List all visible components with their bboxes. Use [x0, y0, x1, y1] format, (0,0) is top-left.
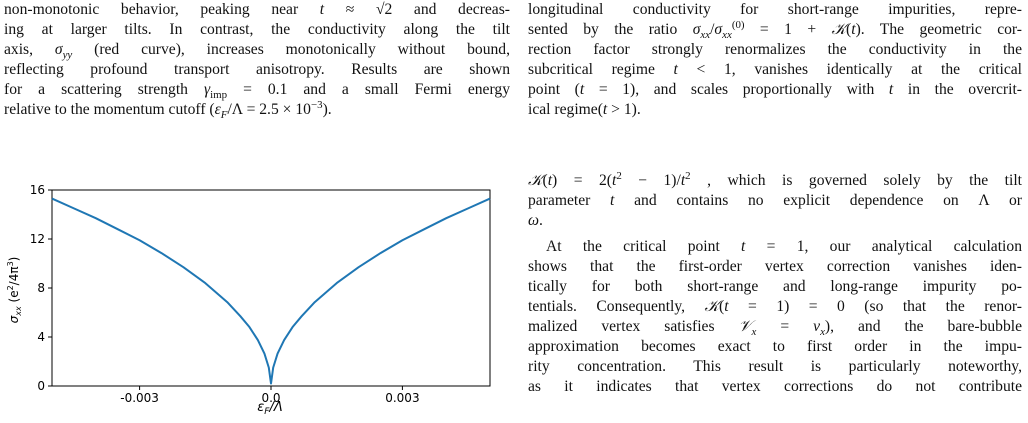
right-paragraph-top	[528, 0, 1022, 120]
y-tick-label: 12	[29, 232, 45, 246]
axes-frame	[52, 190, 490, 386]
text-line: ical regime(t > 1).	[528, 101, 641, 118]
right-column	[528, 0, 1022, 397]
text-line: parameter t and contains no explicit dependence on Λ or	[528, 192, 1022, 209]
text-line: shows that the first-order vertex correction vanishes iden-	[528, 258, 1022, 275]
right-paragraph-bottom	[528, 237, 1022, 397]
text-line: rection factor strongly renormalizes the conductivity in the	[528, 41, 1022, 58]
text-line: rity concentration. This result is particularly noteworthy,	[528, 358, 1022, 375]
left-column	[4, 0, 510, 120]
y-tick-label: 4	[37, 330, 45, 344]
text-line: 𝒦(t) = $2(t^2 - 1)/t^2$ , which is governed solely by the tilt	[528, 169, 1023, 189]
figure	[0, 174, 510, 418]
x-tick-label: 0.0	[261, 391, 281, 405]
series-layer	[52, 199, 490, 384]
text-line: relative to the momentum cutoff $(\varepsilon_F/\Lambda = 2.5 \times 10^{-3})$.	[4, 98, 332, 122]
text-line: reflecting profound transport anisotropy. Results are shown	[4, 61, 510, 78]
text-line: point (t = 1), and scales proportionally with t in the overcrit-	[528, 81, 1022, 98]
text-line: non-monotonic behavior, peaking near t ≈ √2 and decreas-	[4, 1, 510, 18]
text-line: for a scattering strength $\gamma_{imp} = 0.1$ and a small Fermi energy	[4, 81, 510, 102]
text-line: ω.	[528, 212, 543, 229]
svg-text:σxx (e2/4π3): $\sigma_{xx}$ $(e^2/4\pi^3)$	[6, 256, 23, 324]
x-tick-label: -0.003	[120, 391, 159, 405]
text-line: longitudinal conductivity for short-range impurities, repre-	[528, 1, 1022, 18]
y-axis-label	[6, 257, 23, 324]
text-line: tically for both short-range and long-range impurity po-	[528, 278, 1022, 295]
left-paragraph	[4, 0, 510, 120]
text-line: ing at larger tilts. In contrast, the conductivity along the tilt	[4, 21, 510, 38]
x-tick-label: 0.003	[385, 391, 420, 405]
x-axis-label: $\varepsilon_F/\Lambda$	[257, 400, 283, 417]
conductivity-plot	[0, 174, 510, 418]
text-line: as it indicates that vertex corrections do not contribute	[528, 378, 1022, 395]
right-paragraph-mid	[528, 171, 1022, 231]
y-tick-label: 16	[29, 183, 45, 197]
text-line: malized vertex satisfies 𝒱$_x$ = $v_x$), and the bare-bubble	[528, 318, 1023, 339]
text-line: axis, $\sigma_{yy}$ (red curve), increases monotonically without bound,	[4, 41, 510, 62]
y-tick-label: 8	[37, 281, 45, 295]
text-line: subcritical regime t < 1, vanishes identically at the critical	[528, 61, 1023, 78]
ticks-layer	[30, 183, 420, 405]
y-tick-label: 0	[37, 379, 45, 393]
text-line: At the critical point t = 1, our analytical calculation	[546, 238, 1022, 255]
text-line: sented by the ratio $\sigma_{xx}/\sigma_{xx}^{(0)} = 1$ + 𝒦(t). The geometric cor-	[528, 18, 1022, 42]
text-line: approximation becomes exact to first order in the impu-	[528, 338, 1022, 355]
text-line: tentials. Consequently, 𝒦(t = 1) = 0 (so that the renor-	[528, 298, 1022, 315]
plot-border	[52, 190, 490, 386]
series-line	[52, 199, 490, 384]
